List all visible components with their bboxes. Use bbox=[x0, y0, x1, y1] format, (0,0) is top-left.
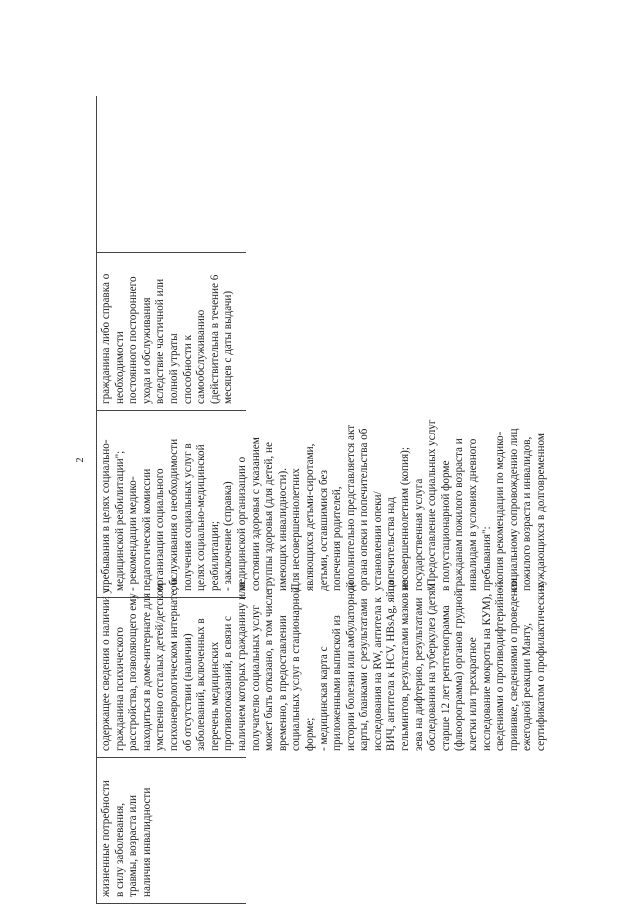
cell-text-line: форме; bbox=[303, 717, 316, 751]
table-cell-col-5 bbox=[97, 96, 246, 253]
cell-text-line: умственно отсталых детей/детском bbox=[154, 583, 167, 751]
cell-text-line: социальному сопровождению лиц bbox=[507, 428, 520, 591]
cell-text-line: ежегодной реакции Манту, bbox=[521, 623, 534, 751]
cell-text-line: сведениями о противодифтерийной bbox=[494, 581, 507, 751]
cell-text-line: педагогической комиссии bbox=[140, 468, 153, 591]
cell-text-line: пребывания": bbox=[480, 526, 493, 591]
cell-text-line: зева на дифтерию, результатами bbox=[412, 597, 425, 751]
cell-text-line: вследствие частичной или bbox=[154, 278, 167, 404]
cell-text-line: сертификатом о профилактических bbox=[535, 583, 547, 751]
cell-text-line: необходимости bbox=[113, 331, 126, 404]
cell-text-line: постоянного постороннего bbox=[127, 276, 140, 404]
cell-text-line: временно, в предоставлении bbox=[276, 615, 289, 751]
table-cell-col-1 bbox=[97, 758, 246, 904]
cell-text-line: группы здоровья (для детей, не bbox=[263, 442, 276, 591]
cell-text-line: самообслуживанию bbox=[195, 309, 208, 404]
table-cell-col-4 bbox=[97, 253, 246, 411]
cell-text-line: гражданина либо справка о bbox=[100, 273, 112, 404]
cell-text-line: организации социального bbox=[154, 468, 167, 591]
cell-text-line: полной утраты bbox=[167, 333, 180, 404]
cell-text-line: ухода и обслуживания bbox=[140, 297, 153, 404]
cell-text-line: - копия рекомендации по медико- bbox=[494, 431, 507, 591]
cell-text-line: приложенными выпиской из bbox=[331, 615, 344, 751]
cell-text-line: противопоказаний, в связи с bbox=[222, 616, 235, 751]
cell-text-line: гражданина психического bbox=[113, 627, 126, 751]
cell-text-line: старше 12 лет рентгенограмма bbox=[439, 605, 452, 751]
cell-text-line: несовершеннолетним (копия); bbox=[399, 447, 412, 591]
cell-text-line: попечительства над bbox=[385, 497, 398, 591]
cell-text-line: получателю социальных услуг bbox=[249, 604, 262, 751]
cell-text-line: реабилитации; bbox=[208, 521, 221, 591]
cell-text-line: целях социально-медицинской bbox=[195, 444, 208, 591]
cell-text-line: обследования на туберкулез (детям bbox=[426, 583, 439, 751]
cell-text-line: - медицинская карта с bbox=[317, 646, 330, 751]
cell-text-line: прививке, сведениями о проведении bbox=[507, 578, 520, 751]
page-number: 2 bbox=[75, 457, 86, 463]
cell-text-line: органа опеки и попечительства об bbox=[358, 428, 371, 591]
cell-text-line: (флюорограмма) органов грудной bbox=[453, 590, 466, 751]
cell-text-line: социальных услуг в стационарной bbox=[290, 586, 303, 751]
cell-text-line: исследование мокроты на КУМ), bbox=[480, 593, 493, 751]
cell-text-line: содержащее сведения о наличии у bbox=[100, 587, 112, 751]
cell-text-line: медицинской реабилитации"; bbox=[113, 450, 126, 591]
cell-text-line: установлении опеки/ bbox=[371, 491, 384, 591]
cell-text-line: способности к bbox=[181, 334, 194, 404]
cell-text-line: истории болезни или амбулаторной bbox=[344, 581, 357, 751]
cell-text-line: обслуживания о необходимости bbox=[167, 438, 180, 591]
cell-text-line: жизненные потребности bbox=[100, 780, 112, 897]
cell-text-line: месяцев с даты выдачи) bbox=[222, 290, 235, 404]
cell-text-line: являющихся детьми-сиротами, bbox=[303, 443, 316, 591]
cell-text-line: медицинской организации о bbox=[235, 456, 248, 591]
cell-text-line: государственная услуга bbox=[412, 478, 425, 591]
cell-text-line: попечения родителей, bbox=[331, 486, 344, 591]
cell-text-line: (действительна в течение 6 bbox=[208, 274, 221, 404]
cell-text-line: имеющих инвалидности). bbox=[276, 467, 289, 591]
cell-text-line: состоянии здоровья с указанием bbox=[249, 437, 262, 591]
cell-text-line: может быть отказано, в том числе bbox=[263, 590, 276, 751]
cell-text-line: травмы, возраста или bbox=[127, 795, 140, 897]
cell-text-line: находиться в доме-интернате для bbox=[140, 592, 153, 751]
cell-text-line: перечень медицинских bbox=[208, 641, 221, 751]
cell-text-line: гражданам пожилого возраста и bbox=[453, 438, 466, 591]
cell-text-line: пребывания в целях социально- bbox=[100, 439, 112, 591]
cell-text-line: об отсутствии (наличии) bbox=[181, 633, 194, 751]
table-cell-col-3 bbox=[97, 411, 547, 598]
cell-text-line: - рекомендации медико- bbox=[127, 476, 140, 591]
cell-text-line: пожилого возраста и инвалидов, bbox=[521, 436, 534, 591]
cell-text-line: психоневрологическом интернате, и bbox=[167, 578, 180, 751]
cell-text-line: гельминтов, результатами мазков из bbox=[399, 579, 412, 751]
cell-text-line: наличием которых гражданину или bbox=[235, 582, 248, 751]
cell-text-line: в полустационарной форме bbox=[439, 460, 452, 591]
cell-text-line: нуждающихся в долговременном bbox=[535, 433, 547, 591]
cell-text-line: получения социальных услуг в bbox=[181, 443, 194, 591]
cell-text-line: расстройства, позволяющего ему bbox=[127, 593, 140, 751]
cell-text-line: "Предоставление социальных услуг bbox=[426, 419, 439, 591]
cell-text-line: ВИЧ, антитела к HCV, HBsAg, яйца bbox=[385, 580, 398, 751]
rotated-table-frame bbox=[96, 96, 547, 904]
cell-text-line: в силу заболевания, bbox=[113, 802, 126, 897]
cell-text-line: Для несовершеннолетних bbox=[290, 468, 303, 591]
cell-text-line: дополнительно представляется акт bbox=[344, 424, 357, 591]
table-cell-col-2 bbox=[97, 578, 547, 758]
cell-text-line: исследования на RW, антитела к bbox=[371, 597, 384, 751]
cell-text-line: - заключение (справка) bbox=[222, 481, 235, 591]
cell-text-line: заболеваний, включенных в bbox=[195, 618, 208, 751]
cell-text-line: инвалидам в условиях дневного bbox=[467, 438, 480, 591]
document-table bbox=[96, 96, 547, 904]
cell-text-line: клетки или трехкратное bbox=[467, 637, 480, 751]
cell-text-line: наличия инвалидности bbox=[140, 787, 153, 897]
cell-text-line: карты, бланками с результатами bbox=[358, 598, 371, 751]
cell-text-line: детьми, оставшимися без bbox=[317, 469, 330, 591]
